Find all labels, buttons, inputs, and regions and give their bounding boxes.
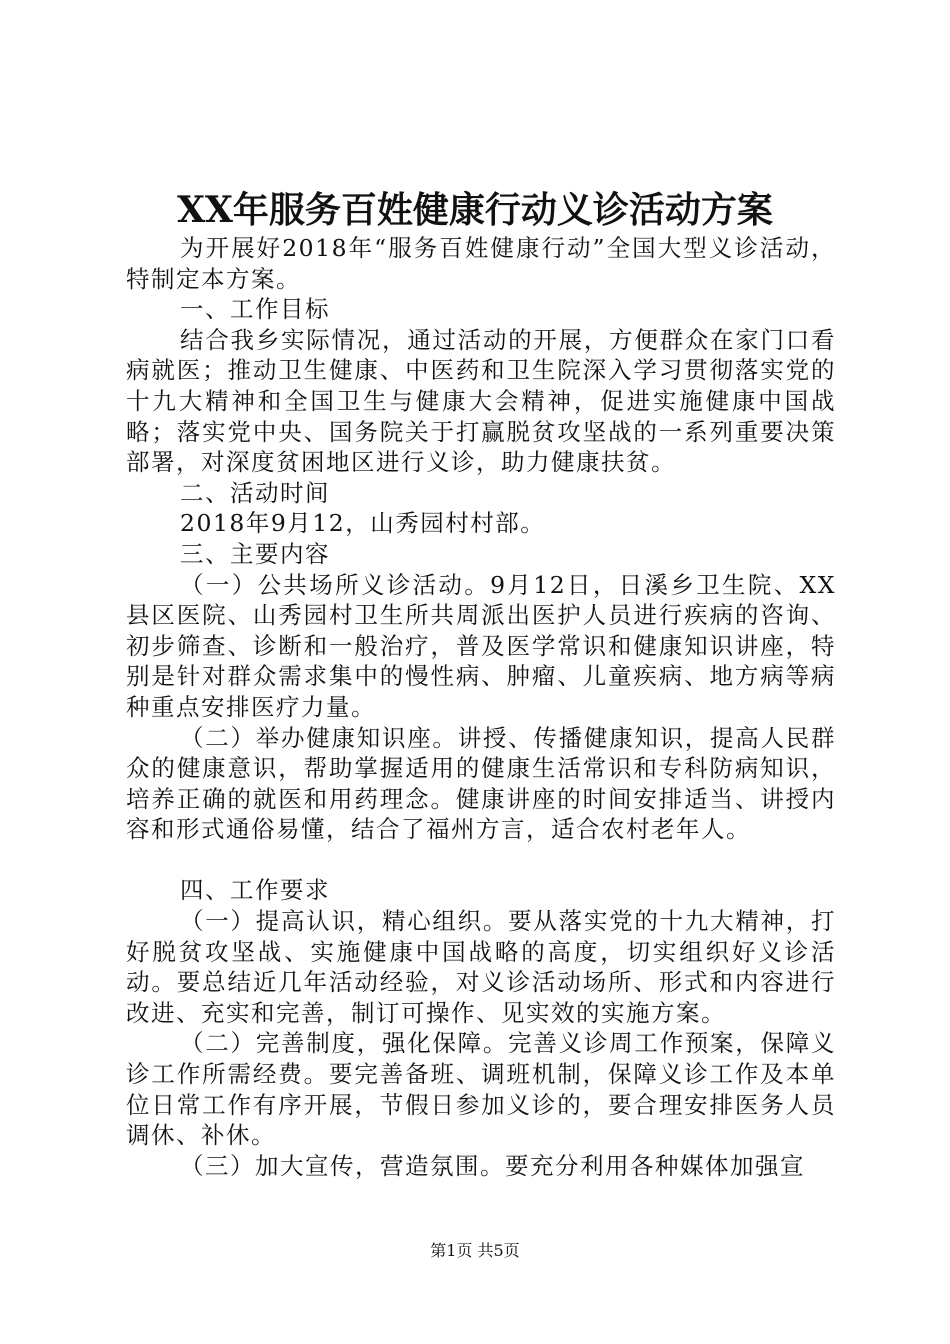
goals-paragraph: 结合我乡实际情况，通过活动的开展，方便群众在家门口看病就医；推动卫生健康、中医药和卫生院深入学习贯彻落实党的十九大精神和全国卫生与健康大会精神，促进实施健康中国战略；落实党中央、国务院关于打赢脱贫攻坚战的一系列重要决策部署，对深度贫困地区进行义诊，助力健康扶贫。: [126, 325, 836, 477]
document-title: XX年服务百姓健康行动义诊活动方案: [177, 189, 773, 231]
section-heading-requirements: 四、工作要求: [180, 876, 331, 905]
page-number-footer: 第1页 共5页: [430, 1241, 520, 1260]
requirements-paragraph-3: （三）加大宣传，营造氛围。要充分利用各种媒体加强宣: [180, 1151, 806, 1180]
document-body: [126, 233, 836, 1181]
section-heading-goals: 一、工作目标: [180, 295, 331, 324]
section-heading-time: 二、活动时间: [180, 478, 331, 507]
time-paragraph: 2018年9月12，山秀园村村部。: [180, 509, 546, 538]
intro-paragraph: 为开展好2018年“服务百姓健康行动”全国大型义诊活动，特制定本方案。: [126, 234, 836, 293]
content-paragraph-2: （二）举办健康知识座。讲授、传播健康知识，提高人民群众的健康意识，帮助掌握适用的健康生活常识和专科防病知识，培养正确的就医和用药理念。健康讲座的时间安排适当、讲授内容和形式通俗易懂，结合了福州方言，适合农村老年人。: [126, 723, 836, 844]
requirements-paragraph-2: （二）完善制度，强化保障。完善义诊周工作预案，保障义诊工作所需经费。要完善备班、调班机制，保障义诊工作及本单位日常工作有序开展，节假日参加义诊的，要合理安排医务人员调休、补休。: [126, 1029, 836, 1150]
requirements-paragraph-1: （一）提高认识，精心组织。要从落实党的十九大精神，打好脱贫攻坚战、实施健康中国战略的高度，切实组织好义诊活动。要总结近几年活动经验，对义诊活动场所、形式和内容进行改进、充实和完善，制订可操作、见实效的实施方案。: [126, 907, 836, 1027]
section-heading-content: 三、主要内容: [180, 539, 331, 568]
content-paragraph-1: （一）公共场所义诊活动。9月12日，日溪乡卫生院、XX县区医院、山秀园村卫生所共周派出医护人员进行疾病的咨询、初步筛查、诊断和一般治疗，普及医学常识和健康知识讲座，特别是针对群众需求集中的慢性病、肿瘤、儿童疾病、地方病等病种重点安排医疗力量。: [126, 570, 836, 721]
paragraph-spacer: [126, 845, 836, 876]
